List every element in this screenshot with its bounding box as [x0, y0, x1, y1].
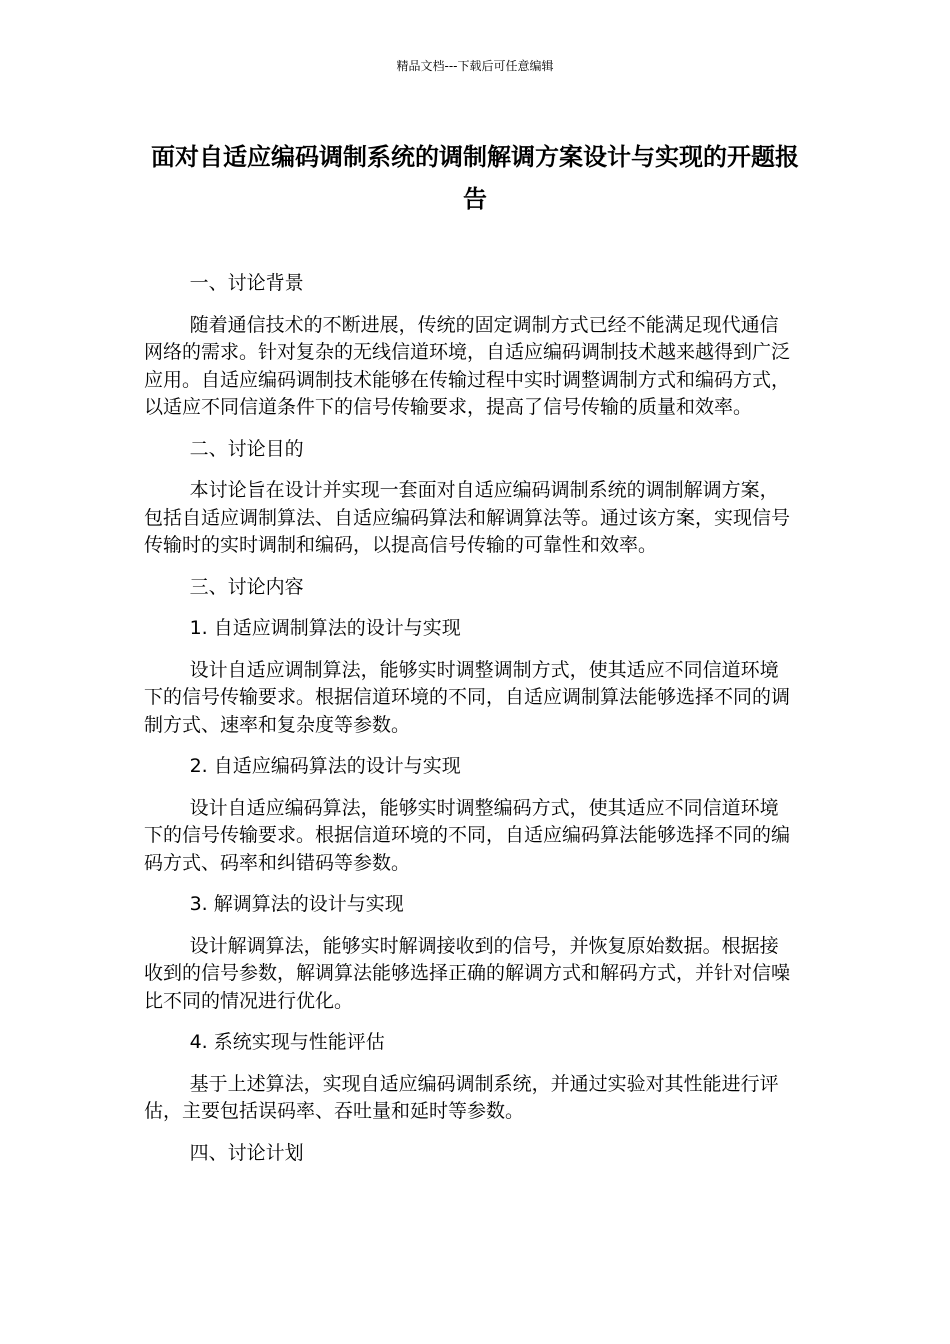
document-body — [144, 270, 794, 1181]
paragraph-item-4: 基于上述算法，实现自适应编码调制系统，并通过实验对其性能进行评估，主要包括误码率、吞吐量和延时等参数。 — [144, 1072, 779, 1122]
document-title: 面对自适应编码调制系统的调制解调方案设计与实现的开题报告 — [151, 143, 799, 213]
section-heading-content: 三、讨论内容 — [189, 575, 304, 598]
paragraph-item-2: 设计自适应编码算法，能够实时调整编码方式，使其适应不同信道环境下的信号传输要求。根据信道环境的不同，自适应编码算法能够选择不同的编码方式、码率和纠错码等参数。 — [144, 796, 791, 874]
subsection-heading-4: 4. 系统实现与性能评估 — [189, 1031, 385, 1053]
page-header: 精品文档---下载后可任意编辑 — [396, 59, 554, 73]
paragraph-background: 随着通信技术的不断进展，传统的固定调制方式已经不能满足现代通信网络的需求。针对复杂的无线信道环境，自适应编码调制技术越来越得到广泛应用。自适应编码调制技术能够在传输过程中实时调整调制方式和编码方式，以适应不同信道条件下的信号传输要求，提高了信号传输的质量和效率。 — [144, 313, 791, 418]
paragraph-goal: 本讨论旨在设计并实现一套面对自适应编码调制系统的调制解调方案，包括自适应调制算法、自适应编码算法和解调算法等。通过该方案，实现信号传输时的实时调制和编码，以提高信号传输的可靠性和效率。 — [144, 479, 791, 556]
paragraph-item-3: 设计解调算法，能够实时解调接收到的信号，并恢复原始数据。根据接收到的信号参数，解调算法能够选择正确的解调方式和解码方式，并针对信噪比不同的情况进行优化。 — [144, 934, 791, 1012]
subsection-heading-1: 1. 自适应调制算法的设计与实现 — [189, 617, 461, 639]
section-heading-plan: 四、讨论计划 — [189, 1141, 304, 1164]
subsection-heading-2: 2. 自适应编码算法的设计与实现 — [189, 755, 461, 777]
paragraph-item-1: 设计自适应调制算法，能够实时调整调制方式，使其适应不同信道环境下的信号传输要求。根据信道环境的不同，自适应调制算法能够选择不同的调制方式、速率和复杂度等参数。 — [144, 658, 791, 736]
section-heading-goal: 二、讨论目的 — [189, 437, 304, 460]
section-heading-background: 一、讨论背景 — [189, 272, 304, 294]
subsection-heading-3: 3. 解调算法的设计与实现 — [189, 893, 404, 915]
